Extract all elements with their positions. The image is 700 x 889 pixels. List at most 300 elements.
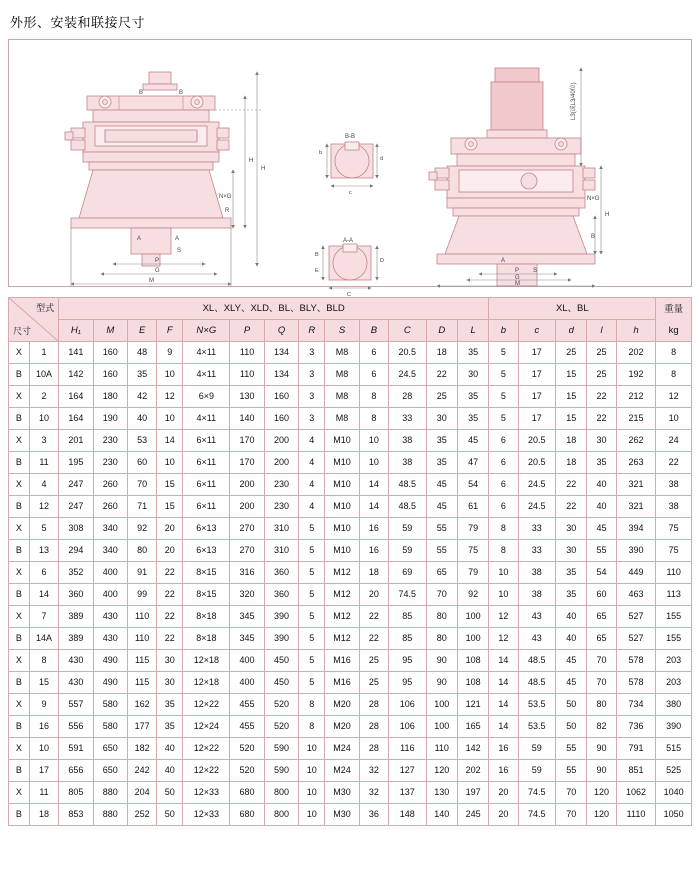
table-cell: 70 — [426, 584, 457, 606]
table-cell: 270 — [230, 518, 264, 540]
table-cell: 5 — [299, 606, 325, 628]
table-cell: 177 — [128, 716, 157, 738]
table-cell: 70 — [556, 804, 587, 826]
table-cell: 390 — [264, 628, 298, 650]
table-cell: 53 — [128, 430, 157, 452]
row-model-cell: 3 — [29, 430, 58, 452]
corner-type-label: 型式 — [36, 303, 55, 313]
table-cell: 10 — [359, 452, 388, 474]
table-row — [9, 342, 692, 364]
table-cell: 430 — [59, 650, 93, 672]
table-cell: 15 — [556, 364, 587, 386]
table-cell: 55 — [426, 518, 457, 540]
table-cell: 520 — [230, 760, 264, 782]
table-cell: 12 — [489, 628, 518, 650]
row-model-cell: 12 — [29, 496, 58, 518]
table-cell: 10 — [299, 760, 325, 782]
svg-text:A: A — [137, 236, 142, 242]
svg-text:G: G — [155, 268, 160, 274]
table-cell: 650 — [93, 738, 127, 760]
row-model-cell: 6 — [29, 562, 58, 584]
table-cell: 18 — [556, 452, 587, 474]
table-cell: 1040 — [656, 782, 692, 804]
table-cell: 99 — [128, 584, 157, 606]
table-cell: 10 — [489, 584, 518, 606]
table-cell: 263 — [616, 452, 656, 474]
table-cell: 110 — [230, 342, 264, 364]
table-cell: 18 — [359, 562, 388, 584]
row-type-cell: B — [9, 584, 30, 606]
table-cell: 20.5 — [389, 342, 427, 364]
table-cell: 20 — [359, 584, 388, 606]
svg-text:M: M — [515, 281, 520, 287]
svg-text:L3(或L3/40位): L3(或L3/40位) — [571, 82, 577, 120]
svg-text:B-B: B-B — [345, 134, 356, 140]
table-cell: 35 — [457, 342, 488, 364]
col-q: Q — [264, 320, 298, 342]
table-cell: 5 — [489, 342, 518, 364]
svg-text:M: M — [149, 278, 154, 284]
table-cell: 22 — [157, 628, 183, 650]
table-group-header-row — [9, 298, 692, 320]
table-cell: 25 — [556, 342, 587, 364]
table-cell: 180 — [93, 386, 127, 408]
table-cell: 40 — [556, 628, 587, 650]
table-cell: 525 — [656, 760, 692, 782]
table-cell: 800 — [264, 804, 298, 826]
table-cell: 110 — [426, 738, 457, 760]
group-header-xl-bl: XL、BL — [489, 298, 656, 320]
table-cell: 130 — [426, 782, 457, 804]
table-cell: 8 — [359, 408, 388, 430]
table-cell: 40 — [556, 606, 587, 628]
svg-text:C: C — [347, 292, 351, 298]
table-cell: 17 — [518, 408, 556, 430]
table-cell: 25 — [359, 672, 388, 694]
table-cell: 6×11 — [183, 430, 230, 452]
table-cell: 400 — [93, 584, 127, 606]
table-row — [9, 474, 692, 496]
table-cell: 557 — [59, 694, 93, 716]
table-cell: 680 — [230, 782, 264, 804]
table-cell: 20.5 — [518, 430, 556, 452]
table-cell: 134 — [264, 364, 298, 386]
table-cell: 400 — [230, 650, 264, 672]
table-cell: 5 — [299, 562, 325, 584]
table-cell: 59 — [389, 540, 427, 562]
table-cell: 30 — [157, 650, 183, 672]
svg-text:P: P — [155, 258, 160, 264]
table-cell: 33 — [518, 518, 556, 540]
table-cell: 5 — [299, 672, 325, 694]
table-row — [9, 672, 692, 694]
table-cell: 1110 — [616, 804, 656, 826]
table-cell: 230 — [264, 474, 298, 496]
table-cell: 12×22 — [183, 694, 230, 716]
weight-label-unit: kg — [668, 324, 679, 336]
table-cell: 455 — [230, 716, 264, 738]
table-cell: 74.5 — [518, 782, 556, 804]
table-cell: 28 — [389, 386, 427, 408]
table-cell: 65 — [587, 606, 616, 628]
row-type-cell: X — [9, 606, 30, 628]
table-cell: 12 — [489, 606, 518, 628]
row-model-cell: 13 — [29, 540, 58, 562]
table-cell: 30 — [457, 364, 488, 386]
table-cell: 16 — [359, 518, 388, 540]
col-d-small: d — [556, 320, 587, 342]
table-cell: 203 — [656, 672, 692, 694]
table-cell: 60 — [587, 584, 616, 606]
table-cell: 14 — [489, 650, 518, 672]
table-cell: 3 — [299, 364, 325, 386]
table-cell: 60 — [128, 452, 157, 474]
table-cell: 134 — [264, 342, 298, 364]
table-cell: 16 — [489, 760, 518, 782]
table-cell: 36 — [359, 804, 388, 826]
table-cell: 115 — [128, 650, 157, 672]
svg-text:P: P — [515, 268, 520, 274]
table-row — [9, 738, 692, 760]
table-cell: 48.5 — [518, 672, 556, 694]
col-b: B — [359, 320, 388, 342]
table-cell: M8 — [325, 342, 359, 364]
svg-text:A-A: A-A — [343, 238, 354, 244]
table-cell: 110 — [128, 628, 157, 650]
table-cell: 45 — [556, 650, 587, 672]
table-cell: 92 — [457, 584, 488, 606]
table-cell: 45 — [426, 496, 457, 518]
table-cell: 527 — [616, 606, 656, 628]
row-type-cell: B — [9, 760, 30, 782]
svg-text:B: B — [591, 234, 596, 240]
table-cell: 853 — [59, 804, 93, 826]
table-cell: 390 — [616, 540, 656, 562]
table-cell: 230 — [264, 496, 298, 518]
table-cell: 75 — [457, 540, 488, 562]
table-cell: 40 — [587, 474, 616, 496]
table-cell: 805 — [59, 782, 93, 804]
table-cell: 195 — [59, 452, 93, 474]
table-cell: 35 — [457, 386, 488, 408]
table-cell: 70 — [587, 672, 616, 694]
table-cell: M8 — [325, 408, 359, 430]
table-cell: 520 — [264, 694, 298, 716]
table-cell: 6 — [489, 474, 518, 496]
table-cell: 734 — [616, 694, 656, 716]
table-cell: 8 — [489, 518, 518, 540]
svg-text:E: E — [315, 268, 319, 274]
table-cell: 389 — [59, 628, 93, 650]
row-type-cell: B — [9, 364, 30, 386]
table-cell: 20 — [157, 518, 183, 540]
table-cell: 25 — [359, 650, 388, 672]
row-type-cell: B — [9, 628, 30, 650]
table-cell: 90 — [587, 738, 616, 760]
table-cell: 8×15 — [183, 584, 230, 606]
table-cell: 18 — [556, 430, 587, 452]
table-cell: 162 — [128, 694, 157, 716]
table-cell: 851 — [616, 760, 656, 782]
table-cell: 20 — [157, 540, 183, 562]
col-r: R — [299, 320, 325, 342]
figure-container — [8, 39, 692, 298]
table-cell: 12 — [656, 386, 692, 408]
col-s: S — [325, 320, 359, 342]
table-cell: 215 — [616, 408, 656, 430]
table-cell: 40 — [128, 408, 157, 430]
table-cell: 12×18 — [183, 672, 230, 694]
table-cell: 65 — [426, 562, 457, 584]
table-cell: 120 — [587, 804, 616, 826]
table-cell: 59 — [518, 738, 556, 760]
table-cell: 310 — [264, 518, 298, 540]
table-cell: 85 — [389, 628, 427, 650]
col-h1: H₁ — [59, 320, 93, 342]
table-cell: 110 — [656, 562, 692, 584]
table-cell: 48.5 — [389, 474, 427, 496]
table-cell: 90 — [426, 672, 457, 694]
row-model-cell: 9 — [29, 694, 58, 716]
table-cell: M20 — [325, 716, 359, 738]
table-cell: 4 — [299, 452, 325, 474]
table-cell: 6×11 — [183, 496, 230, 518]
svg-text:S: S — [177, 248, 182, 254]
table-cell: 80 — [426, 606, 457, 628]
table-cell: M12 — [325, 628, 359, 650]
svg-text:H: H — [249, 158, 254, 164]
table-cell: 14 — [359, 496, 388, 518]
row-model-cell: 14 — [29, 584, 58, 606]
table-cell: 95 — [389, 650, 427, 672]
table-cell: 30 — [157, 672, 183, 694]
table-cell: 230 — [93, 430, 127, 452]
col-e: E — [128, 320, 157, 342]
row-model-cell: 4 — [29, 474, 58, 496]
table-cell: 160 — [93, 342, 127, 364]
table-cell: 252 — [128, 804, 157, 826]
table-cell: 200 — [230, 496, 264, 518]
table-cell: 92 — [128, 518, 157, 540]
table-cell: 204 — [128, 782, 157, 804]
table-row — [9, 782, 692, 804]
row-model-cell: 5 — [29, 518, 58, 540]
row-type-cell: B — [9, 408, 30, 430]
table-cell: 22 — [587, 386, 616, 408]
table-cell: 515 — [656, 738, 692, 760]
table-cell: 45 — [426, 474, 457, 496]
table-cell: 170 — [230, 452, 264, 474]
table-cell: 580 — [93, 694, 127, 716]
table-cell: 200 — [264, 430, 298, 452]
table-cell: 212 — [616, 386, 656, 408]
dimension-table — [8, 297, 692, 826]
table-cell: 28 — [359, 738, 388, 760]
svg-text:B: B — [179, 90, 184, 96]
row-model-cell: 15 — [29, 672, 58, 694]
table-cell: 394 — [616, 518, 656, 540]
table-cell: 320 — [230, 584, 264, 606]
table-cell: 455 — [230, 694, 264, 716]
table-cell: 43 — [518, 606, 556, 628]
table-cell: 80 — [587, 694, 616, 716]
table-cell: 12 — [157, 386, 183, 408]
table-cell: 35 — [426, 452, 457, 474]
table-cell: 164 — [59, 386, 93, 408]
table-cell: 30 — [426, 408, 457, 430]
table-cell: 203 — [656, 650, 692, 672]
table-cell: 137 — [389, 782, 427, 804]
table-cell: 12×24 — [183, 716, 230, 738]
table-cell: 5 — [489, 364, 518, 386]
table-cell: 142 — [457, 738, 488, 760]
svg-text:c: c — [349, 190, 352, 196]
table-row — [9, 496, 692, 518]
table-cell: 8 — [359, 386, 388, 408]
table-cell: 108 — [457, 672, 488, 694]
table-cell: 110 — [128, 606, 157, 628]
table-cell: 50 — [157, 804, 183, 826]
table-row — [9, 386, 692, 408]
table-cell: 48.5 — [518, 650, 556, 672]
table-cell: 30 — [556, 540, 587, 562]
page-title: 外形、安装和联接尺寸 — [10, 15, 146, 30]
table-cell: 800 — [264, 782, 298, 804]
table-cell: 10 — [157, 452, 183, 474]
table-cell: 35 — [457, 408, 488, 430]
table-row — [9, 518, 692, 540]
row-type-cell: B — [9, 672, 30, 694]
table-cell: 160 — [264, 386, 298, 408]
table-cell: 22 — [157, 562, 183, 584]
table-cell: 22 — [556, 474, 587, 496]
table-cell: 20.5 — [518, 452, 556, 474]
table-cell: 4 — [299, 430, 325, 452]
table-cell: 38 — [656, 474, 692, 496]
table-cell: 880 — [93, 804, 127, 826]
table-cell: 20 — [489, 804, 518, 826]
table-cell: 20 — [489, 782, 518, 804]
table-cell: 43 — [518, 628, 556, 650]
table-cell: 32 — [359, 760, 388, 782]
table-cell: 262 — [616, 430, 656, 452]
table-row — [9, 606, 692, 628]
table-cell: 160 — [264, 408, 298, 430]
table-cell: 35 — [556, 562, 587, 584]
table-cell: 450 — [264, 650, 298, 672]
col-l-small: l — [587, 320, 616, 342]
table-cell: 6 — [359, 342, 388, 364]
table-cell: 8×18 — [183, 628, 230, 650]
table-cell: 6×9 — [183, 386, 230, 408]
table-cell: 47 — [457, 452, 488, 474]
table-cell: 35 — [587, 452, 616, 474]
table-cell: 91 — [128, 562, 157, 584]
table-body — [9, 342, 692, 826]
table-cell: M30 — [325, 782, 359, 804]
table-cell: 17 — [518, 386, 556, 408]
table-cell: 55 — [587, 540, 616, 562]
row-type-cell: B — [9, 716, 30, 738]
table-cell: 95 — [389, 672, 427, 694]
svg-text:G: G — [515, 275, 520, 281]
table-row — [9, 804, 692, 826]
table-cell: M30 — [325, 804, 359, 826]
table-cell: 10 — [157, 364, 183, 386]
col-c: C — [389, 320, 427, 342]
table-cell: 340 — [93, 540, 127, 562]
col-c-small: c — [518, 320, 556, 342]
svg-text:R: R — [225, 208, 230, 214]
table-cell: 6×13 — [183, 518, 230, 540]
table-cell: 25 — [587, 364, 616, 386]
table-cell: 360 — [264, 562, 298, 584]
table-cell: 79 — [457, 518, 488, 540]
row-model-cell: 10A — [29, 364, 58, 386]
table-cell: 321 — [616, 496, 656, 518]
table-cell: 74.5 — [518, 804, 556, 826]
table-cell: 15 — [157, 496, 183, 518]
table-cell: 490 — [93, 650, 127, 672]
table-cell: 3 — [299, 342, 325, 364]
table-cell: 85 — [389, 606, 427, 628]
table-cell: 28 — [359, 716, 388, 738]
row-type-cell: B — [9, 496, 30, 518]
table-cell: 140 — [426, 804, 457, 826]
table-cell: 38 — [518, 562, 556, 584]
table-row — [9, 562, 692, 584]
table-cell: 321 — [616, 474, 656, 496]
table-cell: 140 — [230, 408, 264, 430]
table-cell: 61 — [457, 496, 488, 518]
table-cell: 14 — [489, 716, 518, 738]
table-cell: 24.5 — [518, 474, 556, 496]
table-cell: 80 — [426, 628, 457, 650]
row-type-cell: B — [9, 804, 30, 826]
dimension-drawing — [9, 40, 691, 298]
table-cell: 100 — [457, 606, 488, 628]
table-cell: 430 — [59, 672, 93, 694]
table-cell: M12 — [325, 562, 359, 584]
table-cell: 70 — [587, 650, 616, 672]
table-cell: 50 — [556, 694, 587, 716]
table-cell: 65 — [587, 628, 616, 650]
table-row — [9, 716, 692, 738]
table-cell: 54 — [457, 474, 488, 496]
svg-text:N×G: N×G — [219, 194, 232, 200]
table-cell: 25 — [426, 386, 457, 408]
table-cell: 8 — [299, 716, 325, 738]
table-cell: 24 — [656, 430, 692, 452]
table-cell: 8 — [656, 342, 692, 364]
table-cell: 42 — [128, 386, 157, 408]
table-cell: 400 — [230, 672, 264, 694]
table-cell: 6 — [489, 496, 518, 518]
table-cell: 22 — [426, 364, 457, 386]
table-cell: M10 — [325, 474, 359, 496]
table-cell: 71 — [128, 496, 157, 518]
table-cell: 22 — [656, 452, 692, 474]
table-cell: 9 — [157, 342, 183, 364]
table-cell: 310 — [264, 540, 298, 562]
table-cell: 38 — [656, 496, 692, 518]
table-cell: 200 — [230, 474, 264, 496]
table-cell: 308 — [59, 518, 93, 540]
table-cell: 10 — [157, 408, 183, 430]
table-cell: 5 — [489, 408, 518, 430]
table-cell: 360 — [59, 584, 93, 606]
table-cell: 294 — [59, 540, 93, 562]
